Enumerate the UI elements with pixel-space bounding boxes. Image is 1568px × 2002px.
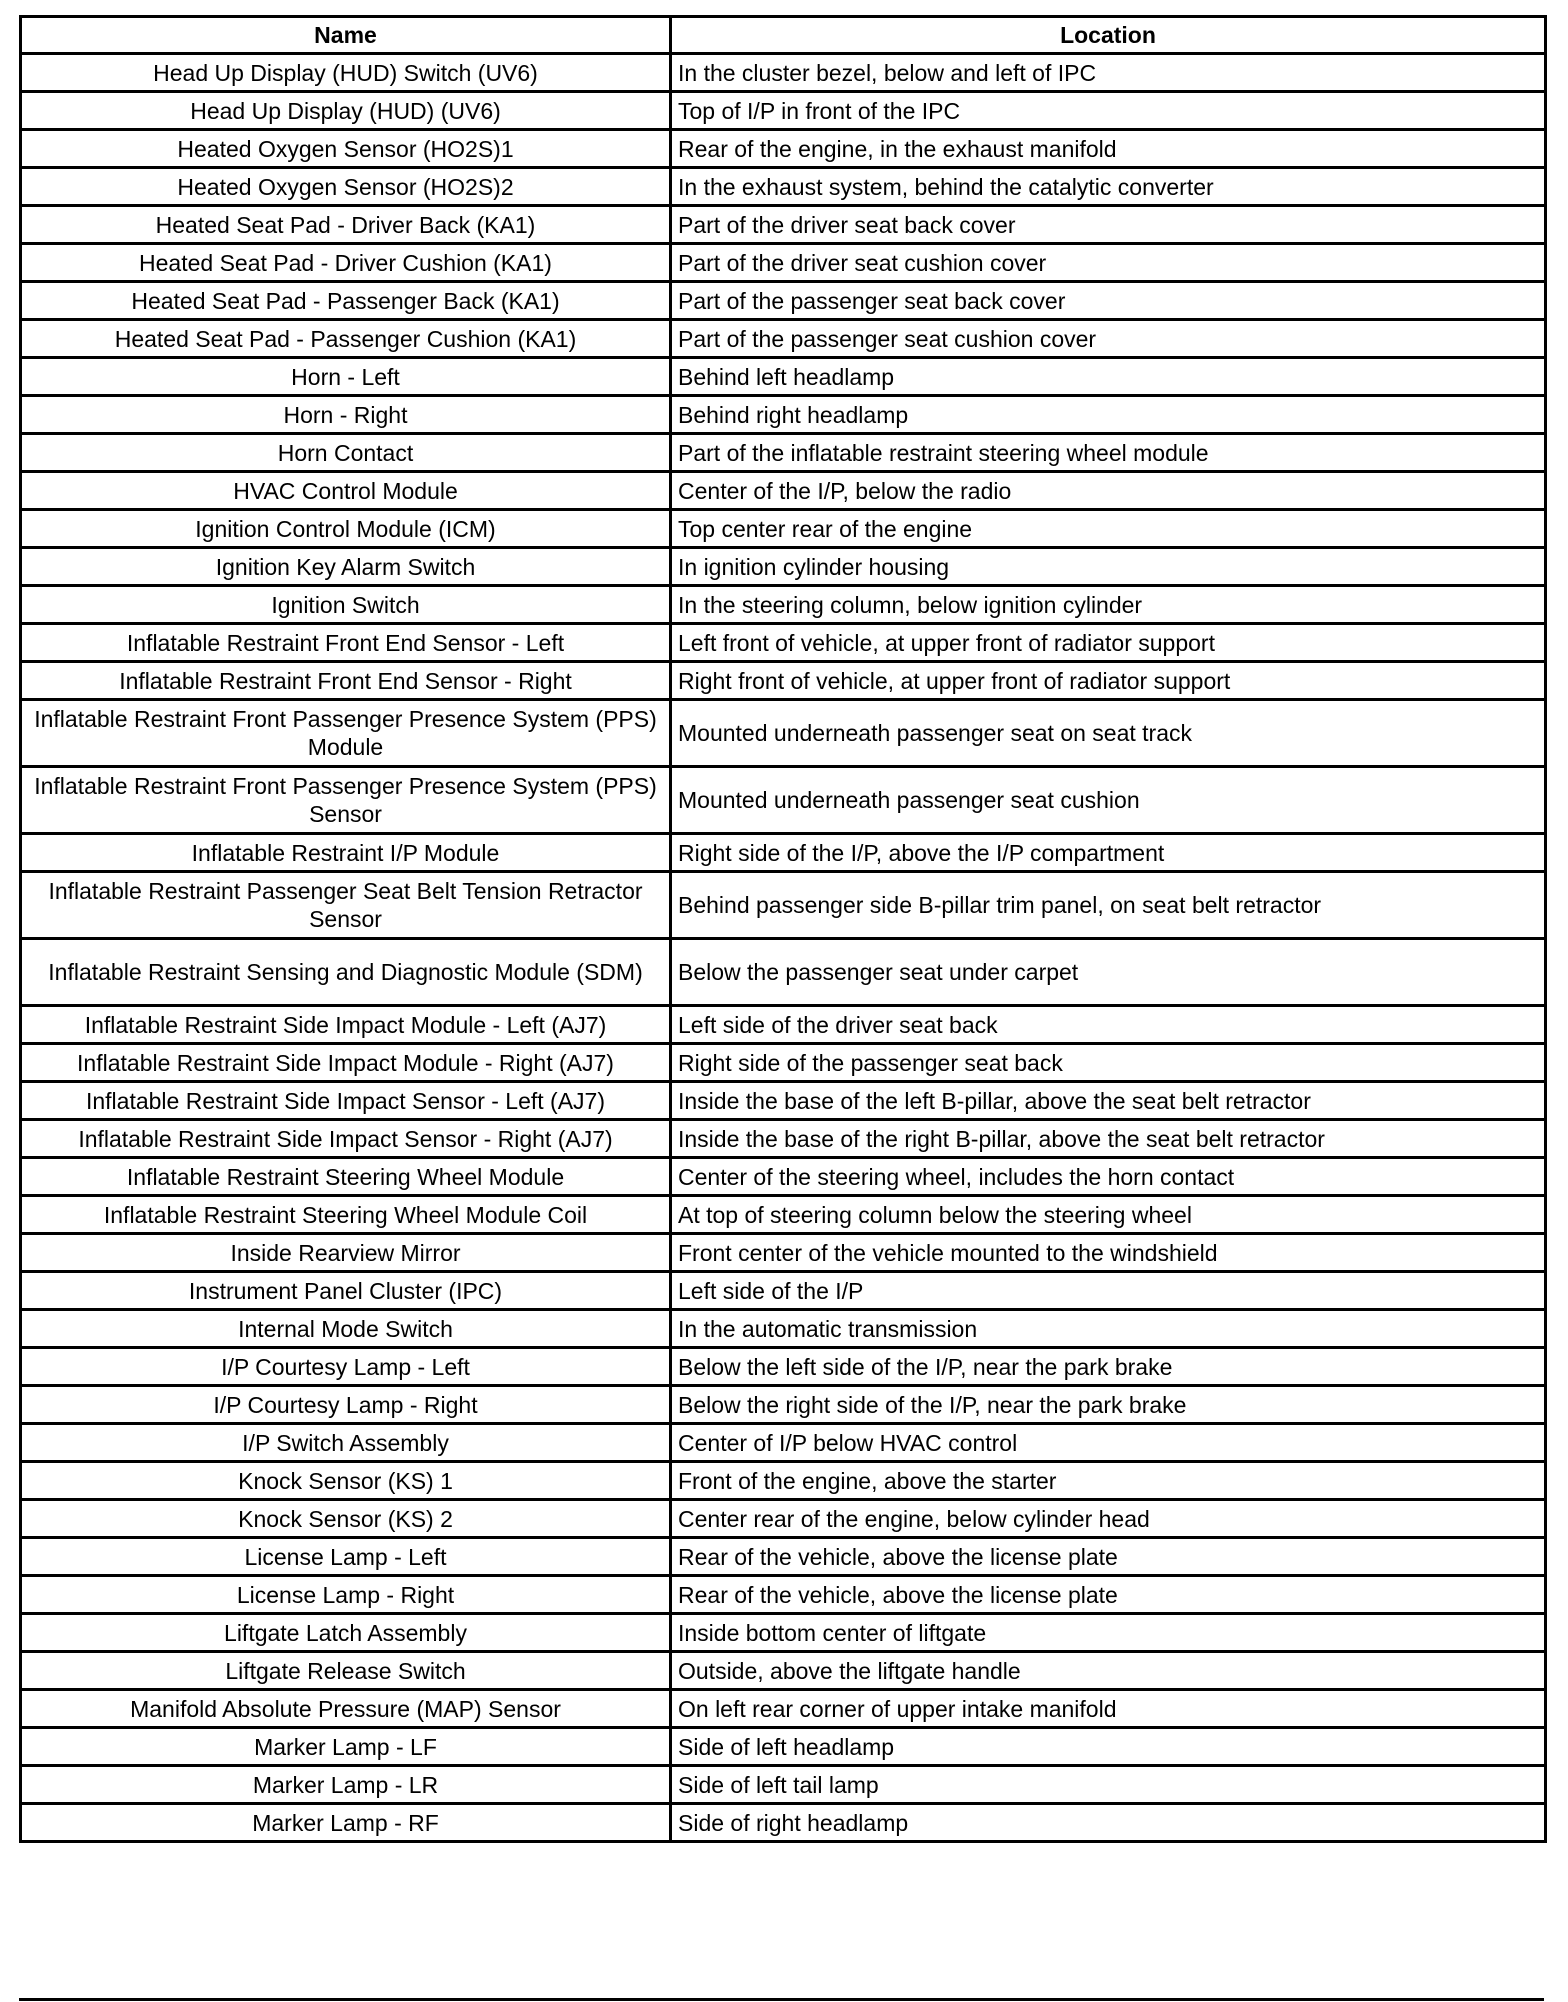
cell-name: Heated Oxygen Sensor (HO2S)2 — [21, 168, 671, 206]
table-row — [21, 586, 1546, 624]
table-row — [21, 1690, 1546, 1728]
table-row — [21, 244, 1546, 282]
cell-location: Front center of the vehicle mounted to the windshield — [671, 1234, 1546, 1272]
cell-name: Ignition Switch — [21, 586, 671, 624]
cell-location: Mounted underneath passenger seat cushion — [671, 767, 1546, 834]
cell-location: Part of the driver seat back cover — [671, 206, 1546, 244]
cell-name: HVAC Control Module — [21, 472, 671, 510]
cell-location: Mounted underneath passenger seat on seat track — [671, 700, 1546, 767]
table-row — [21, 1158, 1546, 1196]
cell-name: Inflatable Restraint Sensing and Diagnostic Module (SDM) — [21, 939, 671, 1006]
cell-location: Left side of the driver seat back — [671, 1006, 1546, 1044]
cell-name: Marker Lamp - LR — [21, 1766, 671, 1804]
cell-location: Side of left tail lamp — [671, 1766, 1546, 1804]
table-row — [21, 1538, 1546, 1576]
cell-name: License Lamp - Right — [21, 1576, 671, 1614]
cell-name: Inflatable Restraint Steering Wheel Module — [21, 1158, 671, 1196]
cell-name: Knock Sensor (KS) 1 — [21, 1462, 671, 1500]
table-row — [21, 168, 1546, 206]
cell-location: Below the left side of the I/P, near the park brake — [671, 1348, 1546, 1386]
cell-name: Inflatable Restraint Front Passenger Presence System (PPS) Module — [21, 700, 671, 767]
table-row — [21, 548, 1546, 586]
table-body — [21, 54, 1546, 1842]
cell-name: Inflatable Restraint Steering Wheel Module Coil — [21, 1196, 671, 1234]
cell-location: Behind left headlamp — [671, 358, 1546, 396]
cell-name: Marker Lamp - RF — [21, 1804, 671, 1842]
cell-name: I/P Switch Assembly — [21, 1424, 671, 1462]
component-location-table — [19, 15, 1547, 1843]
cell-name: Liftgate Release Switch — [21, 1652, 671, 1690]
cell-location: Part of the inflatable restraint steering wheel module — [671, 434, 1546, 472]
table-row — [21, 130, 1546, 168]
cell-location: In ignition cylinder housing — [671, 548, 1546, 586]
table-row — [21, 1386, 1546, 1424]
cell-location: Rear of the engine, in the exhaust manifold — [671, 130, 1546, 168]
cell-name: Inflatable Restraint Side Impact Module - Right (AJ7) — [21, 1044, 671, 1082]
cell-location: Front of the engine, above the starter — [671, 1462, 1546, 1500]
column-header-location: Location — [671, 17, 1546, 54]
table-row — [21, 1424, 1546, 1462]
cell-name: Ignition Key Alarm Switch — [21, 548, 671, 586]
cell-location: Right side of the I/P, above the I/P compartment — [671, 834, 1546, 872]
cell-location: Left front of vehicle, at upper front of radiator support — [671, 624, 1546, 662]
cell-name: Horn Contact — [21, 434, 671, 472]
cell-name: License Lamp - Left — [21, 1538, 671, 1576]
column-header-name: Name — [21, 17, 671, 54]
cell-name: Ignition Control Module (ICM) — [21, 510, 671, 548]
cell-location: Inside the base of the right B-pillar, above the seat belt retractor — [671, 1120, 1546, 1158]
cell-name: Inflatable Restraint Front Passenger Presence System (PPS) Sensor — [21, 767, 671, 834]
table-row — [21, 396, 1546, 434]
table-row — [21, 1348, 1546, 1386]
table-row — [21, 1652, 1546, 1690]
table-row — [21, 1196, 1546, 1234]
cell-location: Center of I/P below HVAC control — [671, 1424, 1546, 1462]
cell-name: Horn - Left — [21, 358, 671, 396]
cell-name: Inflatable Restraint Passenger Seat Belt Tension Retractor Sensor — [21, 872, 671, 939]
cell-name: Head Up Display (HUD) Switch (UV6) — [21, 54, 671, 92]
cell-name: Heated Seat Pad - Passenger Cushion (KA1) — [21, 320, 671, 358]
table-row — [21, 1576, 1546, 1614]
cell-location: Behind passenger side B-pillar trim panel, on seat belt retractor — [671, 872, 1546, 939]
cell-location: In the exhaust system, behind the catalytic converter — [671, 168, 1546, 206]
table-row — [21, 472, 1546, 510]
cell-name: I/P Courtesy Lamp - Right — [21, 1386, 671, 1424]
cell-location: Behind right headlamp — [671, 396, 1546, 434]
table-row — [21, 1120, 1546, 1158]
cell-location: Center of the I/P, below the radio — [671, 472, 1546, 510]
cell-location: On left rear corner of upper intake manifold — [671, 1690, 1546, 1728]
cell-location: Below the passenger seat under carpet — [671, 939, 1546, 1006]
cell-name: Liftgate Latch Assembly — [21, 1614, 671, 1652]
cell-location: Rear of the vehicle, above the license plate — [671, 1538, 1546, 1576]
cell-name: Horn - Right — [21, 396, 671, 434]
cell-location: Side of left headlamp — [671, 1728, 1546, 1766]
cell-location: In the automatic transmission — [671, 1310, 1546, 1348]
cell-name: Heated Seat Pad - Passenger Back (KA1) — [21, 282, 671, 320]
table-row — [21, 282, 1546, 320]
table-row — [21, 320, 1546, 358]
cell-location: Part of the passenger seat cushion cover — [671, 320, 1546, 358]
cell-location: In the cluster bezel, below and left of IPC — [671, 54, 1546, 92]
cell-name: Inflatable Restraint Side Impact Sensor - Left (AJ7) — [21, 1082, 671, 1120]
cell-name: Inflatable Restraint Front End Sensor - Right — [21, 662, 671, 700]
cell-name: Inflatable Restraint I/P Module — [21, 834, 671, 872]
cell-location: Inside the base of the left B-pillar, above the seat belt retractor — [671, 1082, 1546, 1120]
cell-name: I/P Courtesy Lamp - Left — [21, 1348, 671, 1386]
cell-name: Heated Oxygen Sensor (HO2S)1 — [21, 130, 671, 168]
table-row — [21, 1462, 1546, 1500]
table-row — [21, 872, 1546, 939]
table-row — [21, 1082, 1546, 1120]
table-row — [21, 1310, 1546, 1348]
cell-name: Head Up Display (HUD) (UV6) — [21, 92, 671, 130]
cell-location: Top center rear of the engine — [671, 510, 1546, 548]
cell-location: Rear of the vehicle, above the license plate — [671, 1576, 1546, 1614]
table-row — [21, 1044, 1546, 1082]
cell-location: Part of the driver seat cushion cover — [671, 244, 1546, 282]
table-row — [21, 1804, 1546, 1842]
cell-location: Part of the passenger seat back cover — [671, 282, 1546, 320]
cell-location: Center of the steering wheel, includes the horn contact — [671, 1158, 1546, 1196]
cell-location: Center rear of the engine, below cylinder head — [671, 1500, 1546, 1538]
cell-name: Inflatable Restraint Side Impact Sensor - Right (AJ7) — [21, 1120, 671, 1158]
cell-location: Below the right side of the I/P, near the park brake — [671, 1386, 1546, 1424]
table-row — [21, 206, 1546, 244]
cell-location: Top of I/P in front of the IPC — [671, 92, 1546, 130]
table-row — [21, 510, 1546, 548]
cell-name: Manifold Absolute Pressure (MAP) Sensor — [21, 1690, 671, 1728]
cell-name: Inflatable Restraint Front End Sensor - Left — [21, 624, 671, 662]
table-row — [21, 1728, 1546, 1766]
cell-location: At top of steering column below the steering wheel — [671, 1196, 1546, 1234]
cell-name: Marker Lamp - LF — [21, 1728, 671, 1766]
table-row — [21, 434, 1546, 472]
cell-location: Inside bottom center of liftgate — [671, 1614, 1546, 1652]
cell-name: Internal Mode Switch — [21, 1310, 671, 1348]
table-row — [21, 1766, 1546, 1804]
table-row — [21, 939, 1546, 1006]
cell-location: Outside, above the liftgate handle — [671, 1652, 1546, 1690]
table-row — [21, 1272, 1546, 1310]
table-row — [21, 1500, 1546, 1538]
table-row — [21, 834, 1546, 872]
cell-location: Side of right headlamp — [671, 1804, 1546, 1842]
table-row — [21, 92, 1546, 130]
cell-name: Heated Seat Pad - Driver Back (KA1) — [21, 206, 671, 244]
cell-location: Right side of the passenger seat back — [671, 1044, 1546, 1082]
table-row — [21, 1006, 1546, 1044]
cell-name: Instrument Panel Cluster (IPC) — [21, 1272, 671, 1310]
table-row — [21, 358, 1546, 396]
cell-location: Left side of the I/P — [671, 1272, 1546, 1310]
table-row — [21, 767, 1546, 834]
cell-name: Knock Sensor (KS) 2 — [21, 1500, 671, 1538]
table-row — [21, 700, 1546, 767]
cell-name: Heated Seat Pad - Driver Cushion (KA1) — [21, 244, 671, 282]
table-row — [21, 662, 1546, 700]
table-row — [21, 1614, 1546, 1652]
table-row — [21, 54, 1546, 92]
cell-location: In the steering column, below ignition cylinder — [671, 586, 1546, 624]
cell-location: Right front of vehicle, at upper front of radiator support — [671, 662, 1546, 700]
table-row — [21, 1234, 1546, 1272]
table-row — [21, 624, 1546, 662]
cell-name: Inside Rearview Mirror — [21, 1234, 671, 1272]
table-header-row — [21, 17, 1546, 54]
cell-name: Inflatable Restraint Side Impact Module - Left (AJ7) — [21, 1006, 671, 1044]
table-bottom-border — [19, 1998, 1544, 2001]
